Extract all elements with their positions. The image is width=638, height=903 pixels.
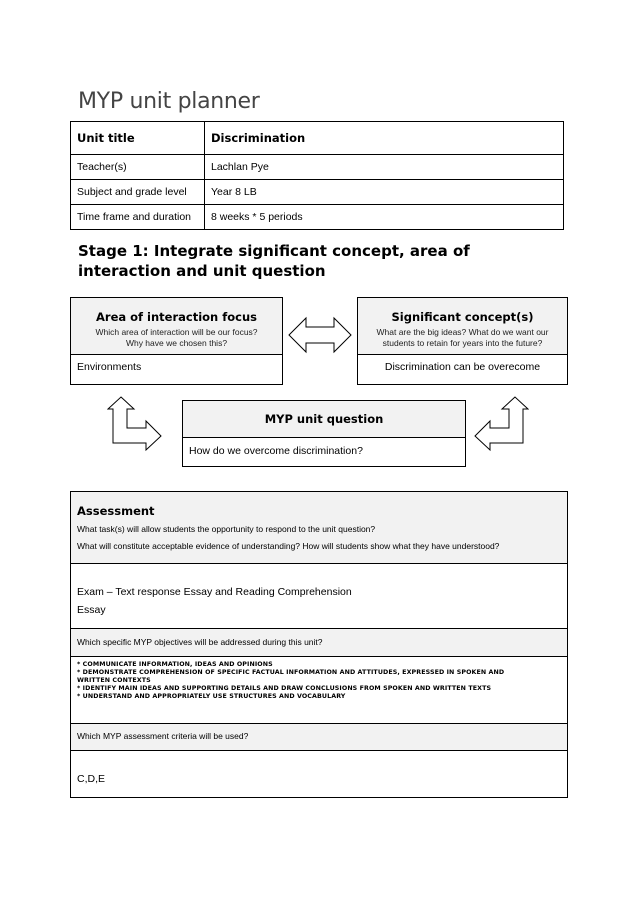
unit-title-value: Discrimination bbox=[205, 122, 564, 155]
stage-heading: Stage 1: Integrate significant concept, area of interaction and unit question bbox=[78, 242, 470, 280]
concept-prompt-2: students to retain for years into the future? bbox=[382, 338, 543, 348]
time-label: Time frame and duration bbox=[71, 205, 205, 230]
teacher-value: Lachlan Pye bbox=[205, 155, 564, 180]
table-row bbox=[71, 155, 564, 180]
teacher-label: Teacher(s) bbox=[71, 155, 205, 180]
concept-heading: Significant concept(s) bbox=[391, 310, 534, 324]
aoi-prompt-2: Why have we chosen this? bbox=[125, 338, 228, 348]
bent-arrow-right-icon bbox=[107, 396, 163, 454]
aoi-box bbox=[70, 297, 283, 385]
concept-prompt-1: What are the big ideas? What do we want our bbox=[376, 327, 549, 337]
double-arrow-icon bbox=[288, 316, 352, 354]
criteria-question: Which MYP assessment criteria will be used? bbox=[77, 731, 249, 741]
unit-question-box bbox=[182, 400, 466, 467]
unit-info-table bbox=[70, 121, 564, 230]
assessment-answer-1: Exam – Text response Essay and Reading Comprehension bbox=[77, 586, 352, 598]
assessment-heading: Assessment bbox=[77, 504, 155, 518]
list-item: * DEMONSTRATE COMPREHENSION OF SPECIFIC FACTUAL INFORMATION AND ATTITUDES, EXPRESSED IN SPOKEN AND bbox=[77, 669, 505, 676]
criteria-value: C,D,E bbox=[77, 773, 106, 785]
unit-question-value: How do we overcome discrimination? bbox=[189, 445, 363, 457]
list-item: * IDENTIFY MAIN IDEAS AND SUPPORTING DETAILS AND DRAW CONCLUSIONS FROM SPOKEN AND WRITTEN TEXTS bbox=[77, 685, 492, 692]
list-item: * UNDERSTAND AND APPROPRIATELY USE STRUCTURES AND VOCABULARY bbox=[77, 693, 346, 700]
aoi-prompt-1: Which area of interaction will be our focus? bbox=[95, 327, 258, 337]
aoi-value: Environments bbox=[77, 361, 142, 373]
table-row bbox=[71, 122, 564, 155]
objectives-question: Which specific MYP objectives will be addressed during this unit? bbox=[77, 637, 323, 647]
table-row bbox=[71, 180, 564, 205]
concept-box bbox=[357, 297, 568, 385]
unit-question-heading: MYP unit question bbox=[264, 412, 384, 426]
list-item: * COMMUNICATE INFORMATION, IDEAS AND OPINIONS bbox=[77, 661, 273, 668]
time-value: 8 weeks * 5 periods bbox=[205, 205, 564, 230]
assessment-section bbox=[70, 491, 568, 798]
table-row bbox=[71, 205, 564, 230]
bent-arrow-left-icon bbox=[473, 396, 529, 454]
assessment-answer-2: Essay bbox=[77, 604, 106, 616]
assessment-question-2: What will constitute acceptable evidence of understanding? How will students show what they have understood? bbox=[77, 541, 500, 551]
objectives-list bbox=[77, 661, 547, 701]
list-item: WRITTEN CONTEXTS bbox=[77, 677, 151, 684]
subject-value: Year 8 LB bbox=[205, 180, 564, 205]
page-title: MYP unit planner bbox=[78, 89, 260, 114]
subject-label: Subject and grade level bbox=[71, 180, 205, 205]
aoi-heading: Area of interaction focus bbox=[96, 310, 257, 324]
concept-value: Discrimination can be overecome bbox=[384, 361, 541, 373]
assessment-question-1: What task(s) will allow students the opportunity to respond to the unit question? bbox=[77, 524, 376, 534]
unit-title-label: Unit title bbox=[71, 122, 205, 155]
